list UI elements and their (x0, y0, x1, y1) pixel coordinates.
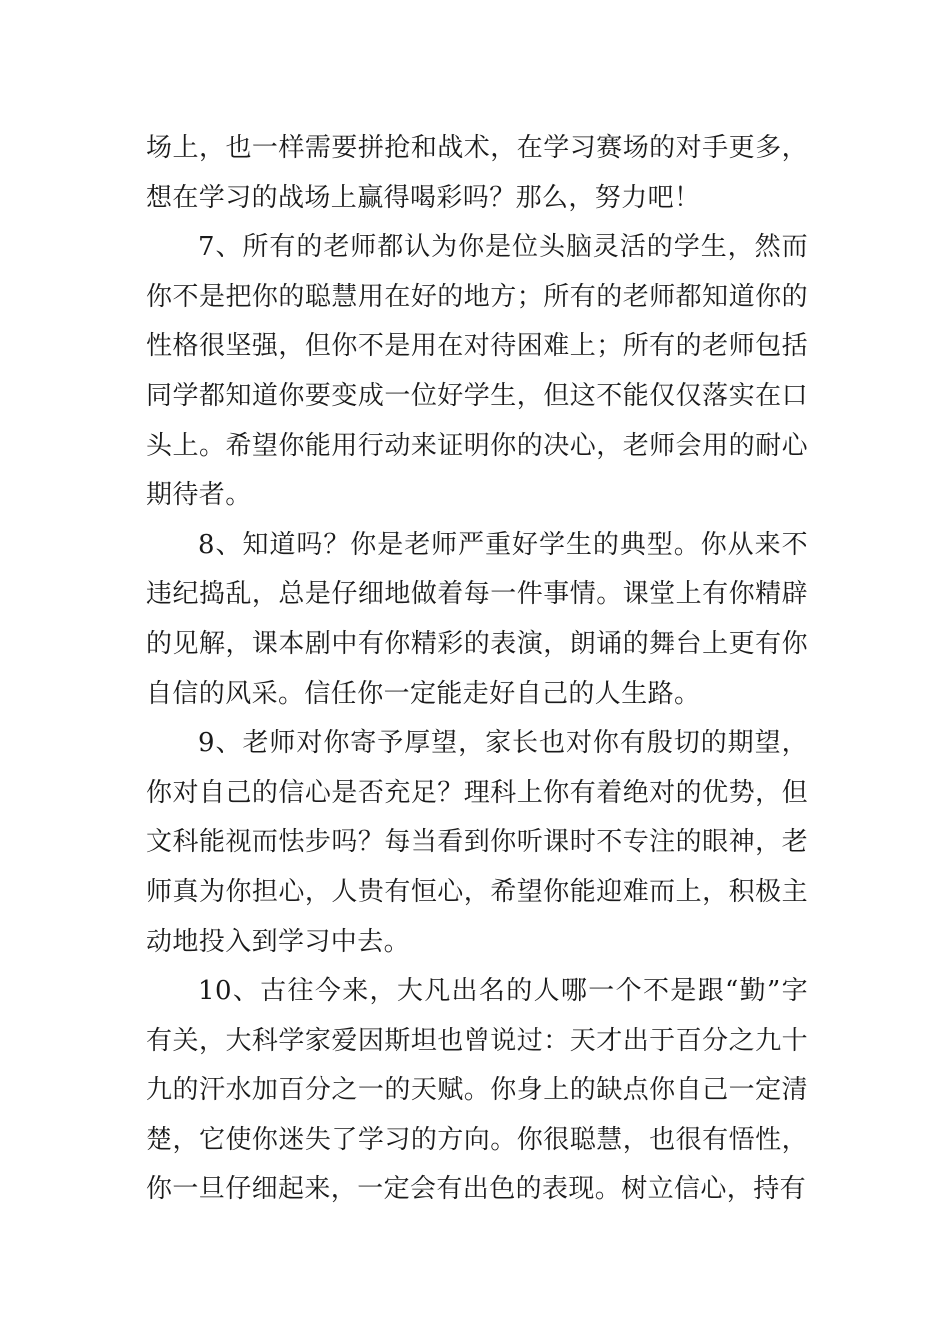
paragraph-item-8: 8、知道吗？你是老师严重好学生的典型。你从来不违纪捣乱，总是仔细地做着每一件事情。课堂上有你精辟的见解，课本剧中有你精彩的表演，朗诵的舞台上更有你自信的风采。信任你一定能走好自己的人生路。 (146, 529, 808, 709)
document-body (146, 124, 808, 1215)
paragraph-continuation: 场上，也一样需要拼抢和战术，在学习赛场的对手更多，想在学习的战场上赢得喝彩吗？那么，努力吧！ (146, 133, 808, 213)
paragraph-item-10: 10、古往今来，大凡出名的人哪一个不是跟“勤”字有关，大科学家爱因斯坦也曾说过：天才出于百分之九十九的汗水加百分之一的天赋。你身上的缺点你自己一定清楚，它使你迷失了学习的方向。你很聪慧，也很有悟性，你一旦仔细起来，一定会有出色的表现。树立信心，持有 (146, 976, 808, 1205)
paragraph-item-7: 7、所有的老师都认为你是位头脑灵活的学生，然而你不是把你的聪慧用在好的地方；所有的老师都知道你的性格很坚强，但你不是用在对待困难上；所有的老师包括同学都知道你要变成一位好学生，但这不能仅仅落实在口头上。希望你能用行动来证明你的决心，老师会用的耐心期待者。 (146, 232, 808, 511)
paragraph-item-9: 9、老师对你寄予厚望，家长也对你有殷切的期望，你对自己的信心是否充足？理科上你有着绝对的优势，但文科能视而怯步吗？每当看到你听课时不专注的眼神，老师真为你担心，人贵有恒心，希望你能迎难而上，积极主动地投入到学习中去。 (146, 728, 808, 957)
